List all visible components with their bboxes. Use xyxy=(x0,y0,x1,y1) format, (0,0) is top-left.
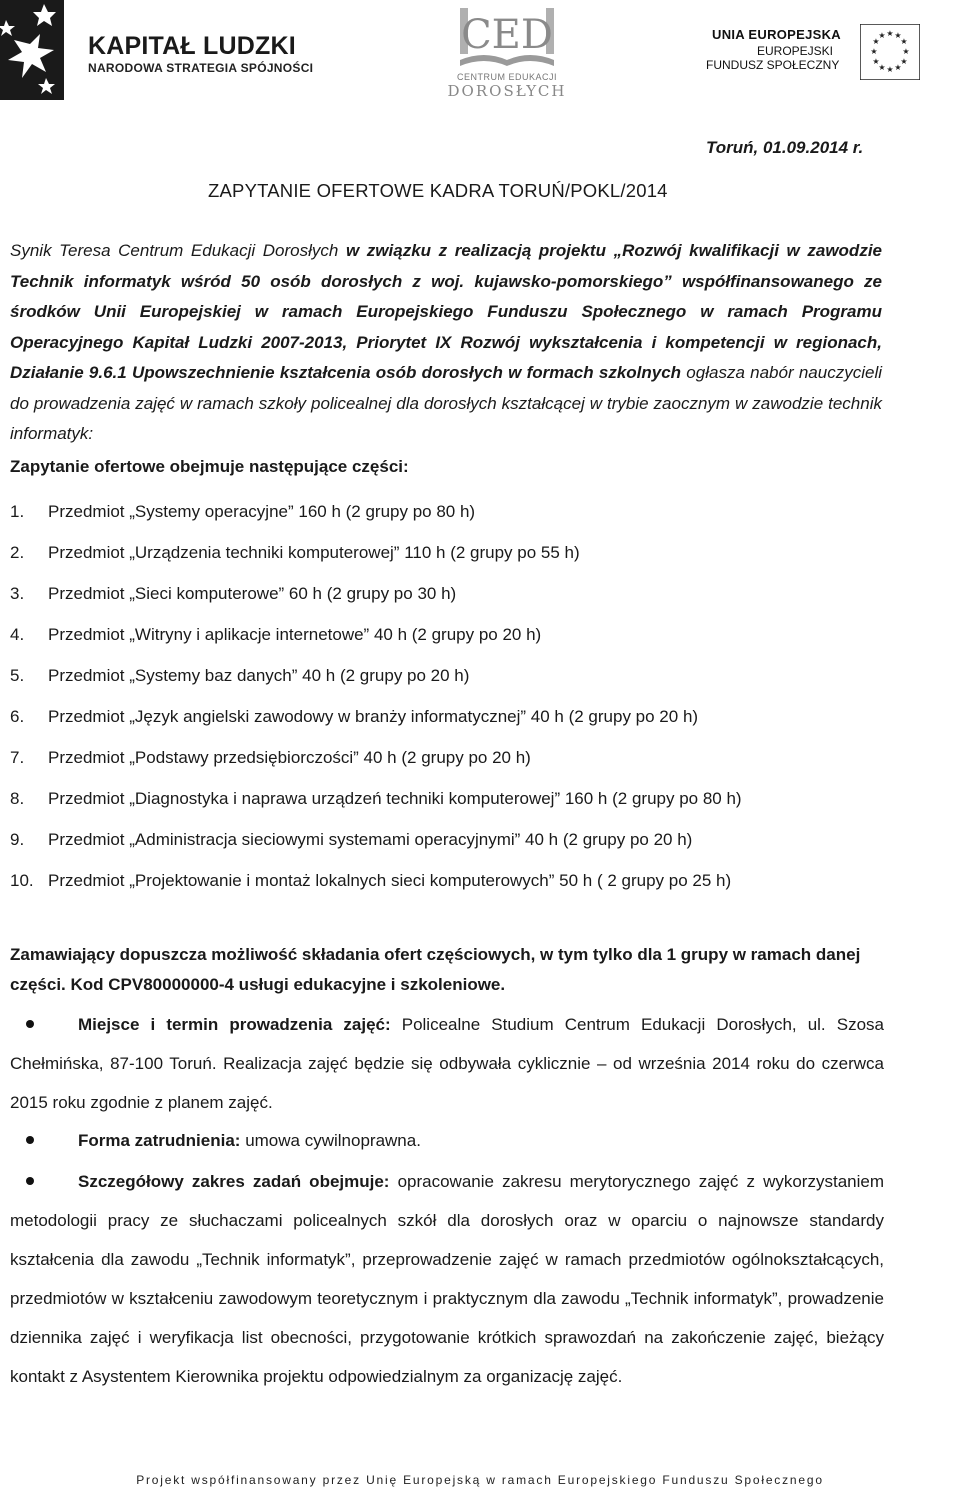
bullet-scope-text: opracowanie zakresu merytorycznego zajęć z wykorzystaniem metodologii pracy ze słuchaczami policealnych szkół dla dorosłych oraz w oparciu o najnowsze standardy kształcenia dla zawodu „Technik informatyk”, przeprowadzenie zajęć w ramach przedmiotów ogólnokształcących, przedmiotów w kształceniu zawodowym teoretycznym i praktycznym dla zawodu „Technik informatyk”, prowadzenie dziennika zajęć i weryfikacja list obecności, przygotowanie krótkich sprawozdań na zakończenie zajęć, bieżący kontakt z Asystentem Kierownika projektu odpowiedzialnym za organizację zajęć. xyxy=(10,1172,884,1386)
bullet-form-label: Forma zatrudnienia: xyxy=(78,1131,241,1150)
document-header xyxy=(0,0,960,105)
list-item xyxy=(10,497,882,527)
list-item-number: 7. xyxy=(10,748,25,767)
intro-part-3: ogłasza nabór nauczycieli do prowadzenia zajęć w ramach szkoły policealnej dla dorosłych kształcącej w trybie zaocznym w zawodzie technik informatyk: xyxy=(10,363,883,443)
ced-subtitle: CENTRUM EDUKACJI xyxy=(456,72,557,82)
list-item-number: 4. xyxy=(10,625,25,644)
list-item xyxy=(10,743,882,773)
bullet-place-label: Miejsce i termin prowadzenia zajęć: xyxy=(78,1015,391,1034)
list-item-number: 9. xyxy=(10,830,25,849)
eu-stars-icon xyxy=(860,24,920,80)
bullet-scope-label: Szczegółowy zakres zadań obejmuje: xyxy=(78,1172,390,1191)
kapital-ludzki-subtitle: NARODOWA STRATEGIA SPÓJNOŚCI xyxy=(88,61,314,75)
list-item xyxy=(10,784,882,814)
svg-text:★: ★ xyxy=(886,65,894,74)
svg-text:★: ★ xyxy=(900,57,908,66)
kapital-ludzki-logo xyxy=(0,0,314,100)
list-item xyxy=(10,702,882,732)
svg-text:★: ★ xyxy=(878,63,886,72)
document-date: Toruń, 01.09.2014 r. xyxy=(706,138,864,157)
list-item-text: Przedmiot „Administracja sieciowymi systemami operacyjnymi” 40 h (2 grupy po 20 h) xyxy=(48,830,693,849)
list-item-text: Przedmiot „Projektowanie i montaż lokalnych sieci komputerowych” 50 h ( 2 grupy po 25 h) xyxy=(48,871,732,890)
svg-text:★: ★ xyxy=(900,37,908,46)
eu-logo xyxy=(702,22,942,82)
bullet-form xyxy=(10,1121,884,1160)
list-item-text: Przedmiot „Systemy baz danych” 40 h (2 grupy po 20 h) xyxy=(48,666,470,685)
svg-text:★: ★ xyxy=(902,47,910,56)
kapital-ludzki-title: KAPITAŁ LUDZKI xyxy=(88,32,296,60)
intro-paragraph xyxy=(10,236,882,450)
list-item-text: Przedmiot „Systemy operacyjne” 160 h (2 grupy po 80 h) xyxy=(48,502,476,521)
partial-offers-note: Zamawiający dopuszcza możliwość składania ofert częściowych, w tym tylko dla 1 grupy w ramach danej części. Kod CPV80000000-4 usługi edukacyjne i szkoleniowe. xyxy=(10,945,861,994)
list-item xyxy=(10,620,882,650)
kapital-ludzki-star-icon xyxy=(0,0,78,100)
bullet-place xyxy=(10,1005,884,1122)
list-item-text: Przedmiot „Urządzenia techniki komputerowej” 110 h (2 grupy po 55 h) xyxy=(48,543,580,562)
list-item xyxy=(10,661,882,691)
eu-line-3: FUNDUSZ SPOŁECZNY xyxy=(706,58,840,72)
ced-title: DOROSŁYCH xyxy=(447,82,567,100)
intro-part-2: w związku z realizacją projektu „Rozwój kwalifikacji w zawodzie Technik informatyk wśród 50 osób dorosłych z woj. kujawsko-pomorskiego” współfinansowanego ze środków Unii Europejskiej w ramach Europejskiego Funduszu Społecznego w ramach Programu Operacyjnego Kapitał Ludzki 2007-2013, Priorytet IX Rozwój wykształcenia i kompetencji w regionach, Działanie 9.6.1 Upowszechnienie kształcenia osób dorosłych w formach szkolnych xyxy=(10,241,882,382)
document-title: ZAPYTANIE OFERTOWE KADRA TORUŃ/POKL/2014 xyxy=(208,180,668,201)
list-item-text: Przedmiot „Język angielski zawodowy w branży informatycznej” 40 h (2 grupy po 20 h) xyxy=(48,707,699,726)
svg-text:★: ★ xyxy=(872,57,880,66)
eu-line-2: EUROPEJSKI xyxy=(757,44,834,58)
list-item-text: Przedmiot „Diagnostyka i naprawa urządzeń techniki komputerowej” 160 h (2 grupy po 80 h) xyxy=(48,789,742,808)
list-item-number: 6. xyxy=(10,707,25,726)
document-footer: Projekt współfinansowany przez Unię Europejską w ramach Europejskiego Funduszu Społecznego xyxy=(136,1473,824,1487)
svg-text:★: ★ xyxy=(878,31,886,40)
list-item-number: 10. xyxy=(10,871,34,890)
ced-logo xyxy=(438,2,576,98)
list-item xyxy=(10,538,882,568)
list-item-text: Przedmiot „Sieci komputerowe” 60 h (2 grupy po 30 h) xyxy=(48,584,457,603)
list-item-text: Przedmiot „Witryny i aplikacje internetowe” 40 h (2 grupy po 20 h) xyxy=(48,625,542,644)
list-item-number: 3. xyxy=(10,584,25,603)
list-item-number: 2. xyxy=(10,543,25,562)
svg-text:★: ★ xyxy=(870,47,878,56)
list-item-number: 8. xyxy=(10,789,25,808)
list-item-text: Przedmiot „Podstawy przedsiębiorczości” 40 h (2 grupy po 20 h) xyxy=(48,748,531,767)
list-item xyxy=(10,866,882,896)
list-item xyxy=(10,825,882,855)
list-item-number: 1. xyxy=(10,502,25,521)
svg-text:★: ★ xyxy=(894,63,902,72)
list-item xyxy=(10,579,882,609)
bullet-scope xyxy=(10,1162,884,1396)
intro-part-1: Synik Teresa Centrum Edukacji Dorosłych xyxy=(10,241,346,260)
subjects-list xyxy=(10,497,882,907)
ced-book-icon xyxy=(438,2,576,72)
svg-text:★: ★ xyxy=(894,31,902,40)
bullet-form-text: umowa cywilnoprawna. xyxy=(240,1131,421,1150)
parts-heading: Zapytanie ofertowe obejmuje następujące części: xyxy=(10,457,409,476)
bullet-place-text: Policealne Studium Centrum Edukacji Dorosłych, ul. Szosa Chełmińska, 87-100 Toruń. Realizacja zajęć będzie się odbywała cyklicznie – od września 2014 roku do czerwca 2015 roku zgodnie z planem zajęć. xyxy=(10,1015,884,1112)
svg-text:★: ★ xyxy=(886,29,894,38)
ced-monogram: CED xyxy=(461,12,553,58)
eu-line-1: UNIA EUROPEJSKA xyxy=(712,27,841,42)
list-item-number: 5. xyxy=(10,666,25,685)
svg-text:★: ★ xyxy=(872,37,880,46)
